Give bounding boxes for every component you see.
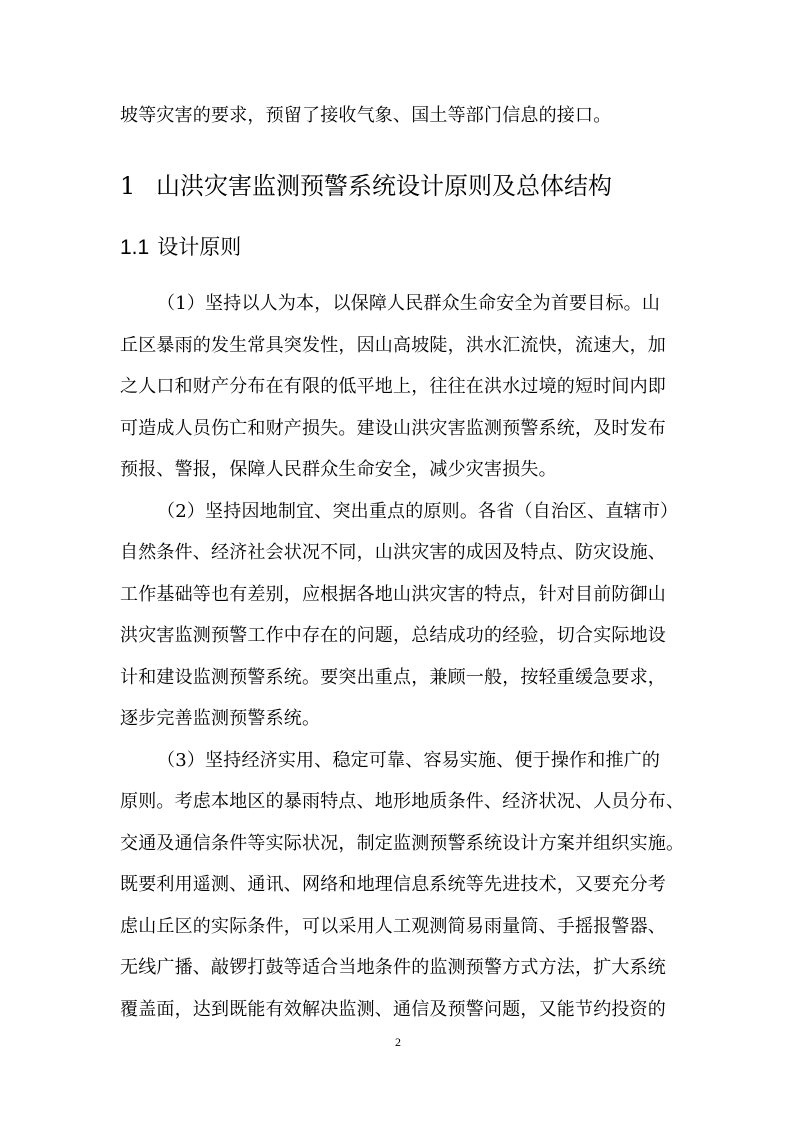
subsection-heading xyxy=(120,233,241,262)
paragraph-line: （3）坚持经济实用、稳定可靠、容易实施、便于操作和推广的 xyxy=(157,750,661,771)
paragraph-line: 丘区暴雨的发生常具突发性，因山高坡陡，洪水汇流快，流速大，加 xyxy=(120,335,666,356)
section-heading xyxy=(120,171,612,201)
paragraph-line: 计和建设监测预警系统。要突出重点，兼顾一般，按轻重缓急要求， xyxy=(120,667,666,688)
paragraph-line: 交通及通信条件等实际状况，制定监测预警系统设计方案并组织实施。 xyxy=(120,833,685,854)
section-number: 1 xyxy=(120,172,136,200)
paragraph-line: 自然条件、经济社会状况不同，山洪灾害的成因及特点、防灾设施、 xyxy=(120,542,666,563)
subsection-number: 1.1 xyxy=(120,236,150,259)
paragraph-line: 原则。考虑本地区的暴雨特点、地形地质条件、经济状况、人员分布、 xyxy=(120,791,685,812)
paragraph-line: 虑山丘区的实际条件，可以采用人工观测简易雨量筒、手摇报警器、 xyxy=(120,916,666,937)
paragraph-line: （2）坚持因地制宜、突出重点的原则。各省（自治区、直辖市） xyxy=(157,501,679,522)
page-number: 2 xyxy=(395,1035,401,1049)
paragraph-line: 可造成人员伤亡和财产损失。建设山洪灾害监测预警系统，及时发布 xyxy=(120,418,666,439)
paragraph-line: 之人口和财产分布在有限的低平地上，往往在洪水过境的短时间内即 xyxy=(120,376,666,397)
paragraph-line: 无线广播、敲锣打鼓等适合当地条件的监测预警方式方法，扩大系统 xyxy=(120,957,666,978)
section-title: 山洪灾害监测预警系统设计原则及总体结构 xyxy=(156,172,612,200)
paragraph-line: 预报、警报，保障人民群众生命安全，减少灾害损失。 xyxy=(120,459,557,480)
continuation-line: 坡等灾害的要求，预留了接收气象、国土等部门信息的接口。 xyxy=(120,105,612,126)
paragraph-line: 既要利用遥测、通讯、网络和地理信息系统等先进技术，又要充分考 xyxy=(120,874,666,895)
paragraph-line: （1）坚持以人为本，以保障人民群众生命安全为首要目标。山 xyxy=(157,293,661,314)
paragraph-line: 工作基础等也有差别，应根据各地山洪灾害的特点，针对目前防御山 xyxy=(120,584,666,605)
paragraph-line: 逐步完善监测预警系统。 xyxy=(120,708,321,729)
paragraph-line: 覆盖面，达到既能有效解决监测、通信及预警问题，又能节约投资的 xyxy=(120,999,666,1020)
subsection-title: 设计原则 xyxy=(157,235,242,259)
paragraph-line: 洪灾害监测预警工作中存在的问题，总结成功的经验，切合实际地设 xyxy=(120,625,666,646)
